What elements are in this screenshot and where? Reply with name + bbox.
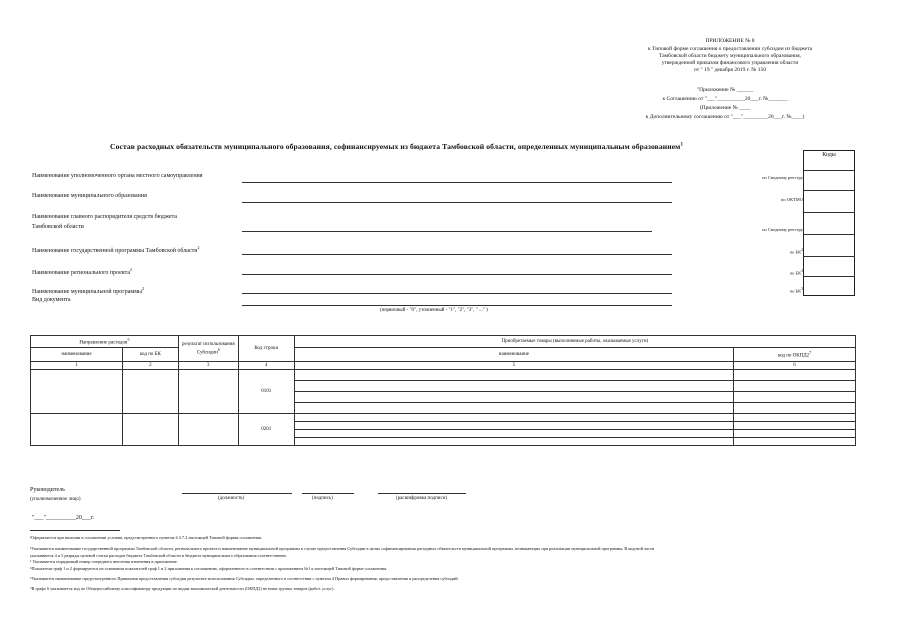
footnote-1: ¹Оформляется при наличии в соглашении условия, предусмотренного пунктом 4.3.7.2 настоящей Типовой формы соглашения.	[30, 535, 263, 540]
header-line-1: к Типовой форме соглашения о предоставлении субсидии из бюджета	[647, 46, 813, 52]
footnote-5: ⁵Указывается наименование предусмотренного Правилами предоставления субсидии результата использования Субсидии, определенного в соответствии с пунктом 4 Правил формирования, предоставления и распределения субсидий.	[30, 576, 459, 581]
table-row	[31, 414, 856, 422]
field-label-authority: Наименование уполномоченного органа местного самоуправления	[32, 173, 203, 179]
col-number: 4	[238, 362, 294, 370]
footnote-mark: 2	[130, 267, 133, 272]
col-header-goods: Приобретаемые товары (выполняемые работы, оказываемые услуги)	[294, 336, 855, 348]
signature-sign-label: (подпись)	[312, 496, 333, 501]
signature-decode-label: (расшифровка подписи)	[396, 496, 448, 501]
col-header-code: Код строки	[238, 336, 294, 362]
footnote-2: ²Указывается наименование государственной программы Тамбовской области, регионального проекта и наименование муниципальной программы в случае предоставления Субсидии в целях софинансирования расходных обязательств муниципальной программы, возникающих при реализации муниципальной программы. В кодовой части	[30, 546, 655, 551]
footnote-6: ⁶В графе 6 указывается код по Общероссийскому классификатору продукции по видам экономической деятельности (ОКПД2) не ниже группы товаров (работ, услуг).	[30, 586, 335, 591]
row-code-0101: 0101	[238, 370, 294, 414]
field-label-document-type: Вид документа	[32, 297, 71, 303]
footnote-mark: 3	[801, 287, 803, 291]
header-line-2: Тамбовской области бюджету муниципального образования,	[659, 53, 801, 59]
field-code-label-regional-project: по $БК^3$	[789, 269, 803, 276]
codes-column	[803, 150, 855, 296]
field-code-label-municipality: по ОКТМО	[781, 197, 803, 202]
codes-divider	[803, 212, 855, 213]
col-header-direction: Направление расходов$^5$	[31, 336, 179, 348]
signature-line-sign	[302, 493, 354, 494]
expenditure-table	[30, 335, 856, 446]
footnote-3: ³ Указывается порядковый номер очередного внесения изменения в приложение.	[30, 559, 178, 564]
header-line-4: от " 19 " декабря 2019 г. № 150	[694, 67, 766, 73]
footnote-4: ⁴Показатели граф 1 и 2 формируются на основании показателей граф 1 и 2 приложения к соглашению, оформленного в соответствии с приложением №1 к настоящей Типовой форме соглашения.	[30, 566, 388, 571]
header-line-3: утвержденной приказом финансового управления области	[661, 60, 799, 66]
field-label-distributor-2: Тамбовской области	[32, 224, 84, 230]
col-number: 6	[734, 362, 856, 370]
field-code-label-distributor: по Сводному реестру	[762, 227, 803, 232]
codes-divider	[803, 190, 855, 191]
footnote-mark: 2	[142, 286, 145, 291]
field-line-regional-project	[242, 274, 672, 275]
ref-line-4: к Дополнительному соглашению от "___"_________20___г. №____)	[645, 114, 805, 120]
codes-divider	[803, 276, 855, 277]
footnote-mark: 6	[217, 346, 220, 352]
footnote-2-cont: указываются 4 и 5 разряды целевой статьи расходов бюджета Тамбовской области и бюджета муниципального образования соответственно.	[30, 553, 288, 558]
col-number: 2	[122, 362, 178, 370]
col-header-name: наименование	[31, 348, 123, 362]
field-label-regional-project: Наименование регионального проекта$^2$	[32, 267, 133, 276]
col-header-bk: код по БК	[122, 348, 178, 362]
ref-line-2: к Соглашению от "___"__________20___г. №_______	[662, 96, 788, 102]
field-line-municipality	[242, 202, 672, 203]
field-line-document-type	[242, 305, 672, 306]
field-code-label-authority: по Сводному реестру	[762, 175, 803, 180]
appendix-number: ПРИЛОЖЕНИЕ № 8	[705, 38, 755, 44]
codes-divider	[803, 234, 855, 235]
field-label-municipal-program: Наименование муниципальной программы$^2$	[32, 286, 145, 295]
col-header-okpd: код по $ОКПД2^7$	[734, 348, 856, 362]
codes-header: Коды	[822, 152, 836, 158]
row-code-0201: 0201	[238, 414, 294, 446]
title-footnote-mark: 1	[680, 142, 684, 148]
footnote-separator	[30, 530, 120, 531]
document-type-hint: (первичный - "0", уточненный - "1", "2", "3", " ..." )	[380, 308, 488, 313]
signature-line-position	[182, 493, 292, 494]
footnote-mark: 2	[801, 248, 803, 252]
signature-head-label: Руководитель	[30, 487, 65, 493]
codes-divider	[803, 256, 855, 257]
field-code-label-municipal-program: по $БК^3$	[789, 287, 803, 294]
field-line-authority	[242, 182, 672, 183]
signature-position-label: (должность)	[218, 496, 245, 501]
footnote-mark: 3	[801, 269, 803, 273]
col-header-goods-name: наименование	[294, 348, 733, 362]
signature-date: "___"__________20___г.	[32, 515, 95, 521]
ref-line-3: (Приложение № ____	[699, 105, 751, 111]
footnote-mark: 7	[809, 350, 812, 356]
table-row	[31, 370, 856, 381]
codes-divider	[803, 170, 855, 171]
col-header-result: результат использования Субсидии$^6$	[178, 336, 238, 362]
col-number: 1	[31, 362, 123, 370]
field-line-municipal-program	[242, 293, 672, 294]
col-number: 5	[294, 362, 733, 370]
field-code-label-state-program: по $БК^2$	[789, 248, 803, 255]
col-number: 3	[178, 362, 238, 370]
field-label-municipality: Наименование муниципального образования	[32, 193, 147, 199]
field-line-distributor	[242, 231, 652, 232]
field-label-distributor: Наименование главного распорядителя средств бюджета	[32, 214, 177, 220]
field-line-state-program	[242, 254, 672, 255]
document-title: Состав расходных обязательств муниципального образования, софинансируемых из бюджета Тамбовской области, определенных муниципальным образованием$^1$	[110, 142, 684, 151]
ref-line-1: "Приложение № ______	[696, 87, 754, 93]
signature-head-sub: (уполномоченное лицо)	[30, 497, 81, 502]
footnote-mark: 2	[197, 245, 200, 250]
signature-line-decode	[378, 493, 466, 494]
field-label-state-program: Наименование государственной программы Тамбовской области$^2$	[32, 245, 200, 254]
footnote-mark: 5	[127, 337, 130, 343]
